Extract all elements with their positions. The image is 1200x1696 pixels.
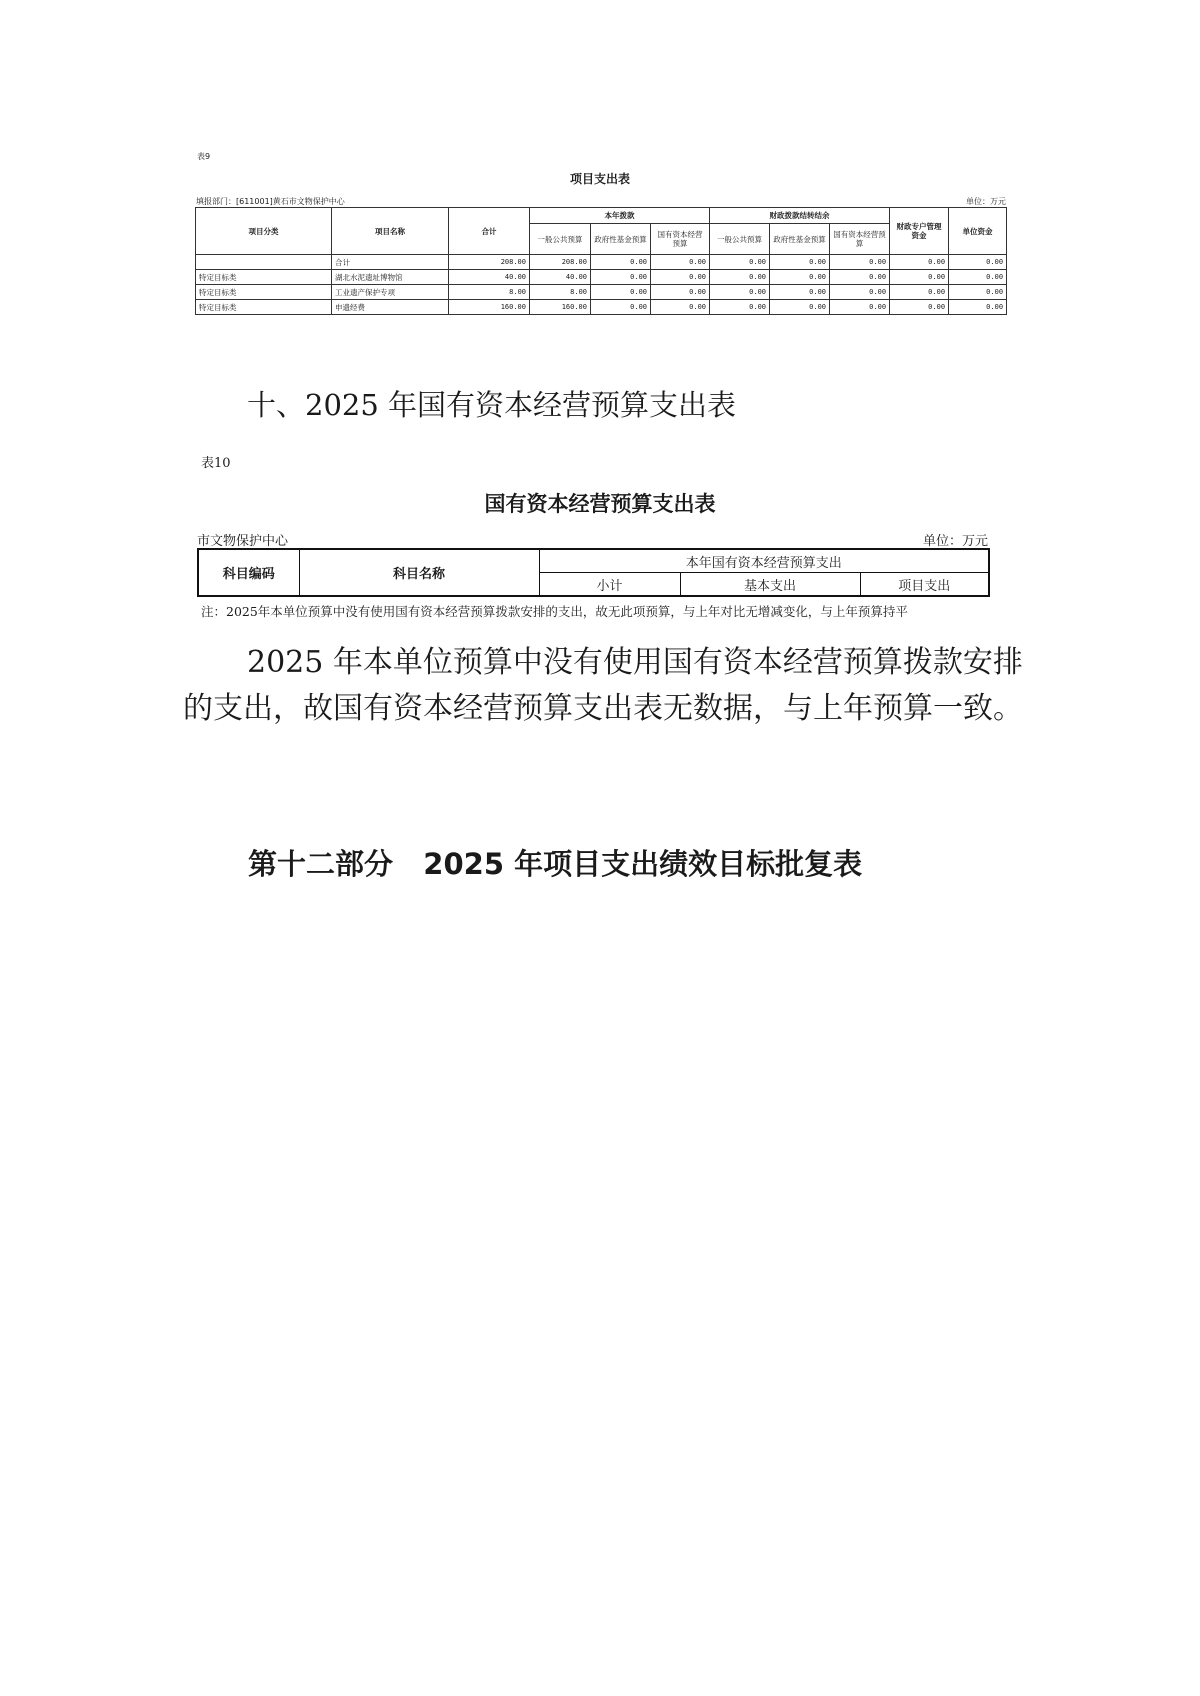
header-project: 项目支出 (860, 573, 989, 597)
cell-category (196, 255, 332, 270)
header-name: 项目名称 (332, 208, 449, 255)
cell-category: 特定目标类 (196, 285, 332, 300)
cell-value: 0.00 (949, 255, 1007, 270)
header-group: 本年国有资本经营预算支出 (539, 549, 989, 573)
table10-note: 注：2025年本单位预算中没有使用国有资本经营预算拨款安排的支出，故无此项预算，与上年对比无增减变化，与上年预算持平 (201, 604, 908, 619)
header-co-state-capital: 国有资本经营预算 (830, 224, 890, 255)
table9-label: 表9 (197, 152, 211, 161)
header-code: 科目编码 (198, 549, 299, 596)
cell-value: 8.00 (530, 285, 591, 300)
table-row (196, 285, 1007, 300)
table10-title: 国有资本经营预算支出表 (484, 492, 716, 516)
header-basic: 基本支出 (680, 573, 860, 597)
cell-value: 40.00 (530, 270, 591, 285)
cell-value: 208.00 (530, 255, 591, 270)
table-row (196, 255, 1007, 270)
cell-category: 特定目标类 (196, 300, 332, 315)
header-current-year: 本年拨款 (530, 208, 710, 224)
cell-value: 0.00 (770, 255, 830, 270)
cell-value: 160.00 (530, 300, 591, 315)
cell-value: 0.00 (830, 255, 890, 270)
cell-value: 0.00 (890, 300, 949, 315)
body-paragraph: 2025 年本单位预算中没有使用国有资本经营预算拨款安排的支出，故国有资本经营预算支出表无数据，与上年预算一致。 (183, 645, 1023, 726)
cell-value: 0.00 (651, 255, 710, 270)
state-capital-budget-table (197, 548, 990, 597)
cell-value: 0.00 (651, 285, 710, 300)
cell-value: 0.00 (710, 300, 770, 315)
cell-name: 合计 (332, 255, 449, 270)
table10-label: 表10 (201, 456, 231, 471)
cell-value: 0.00 (949, 285, 1007, 300)
cell-total: 40.00 (449, 270, 530, 285)
cell-value: 0.00 (651, 270, 710, 285)
cell-value: 0.00 (591, 300, 651, 315)
cell-value: 0.00 (770, 300, 830, 315)
table-row (196, 270, 1007, 285)
cell-value: 0.00 (710, 285, 770, 300)
header-category: 项目分类 (196, 208, 332, 255)
cell-value: 0.00 (591, 285, 651, 300)
cell-value: 0.00 (710, 255, 770, 270)
cell-total: 160.00 (449, 300, 530, 315)
header-co-general: 一般公共预算 (710, 224, 770, 255)
cell-name: 工业遗产保护专项 (332, 285, 449, 300)
header-cy-state-capital: 国有资本经营预算 (651, 224, 710, 255)
header-cy-general: 一般公共预算 (530, 224, 591, 255)
cell-value: 0.00 (890, 270, 949, 285)
table10-dept: 市文物保护中心 (197, 534, 289, 549)
cell-value: 0.00 (710, 270, 770, 285)
table9-title: 项目支出表 (569, 172, 630, 186)
cell-value: 0.00 (651, 300, 710, 315)
header-unit-fund: 单位资金 (949, 208, 1007, 255)
project-expenditure-table (195, 207, 1007, 315)
header-carryover: 财政拨款结转结余 (710, 208, 890, 224)
header-subtotal: 小计 (539, 573, 680, 597)
cell-value: 0.00 (770, 270, 830, 285)
cell-value: 0.00 (591, 255, 651, 270)
cell-value: 0.00 (830, 270, 890, 285)
cell-value: 0.00 (591, 270, 651, 285)
header-special-fund: 财政专户管理资金 (890, 208, 949, 255)
header-cy-gov-fund: 政府性基金预算 (591, 224, 651, 255)
cell-value: 0.00 (890, 285, 949, 300)
header-co-gov-fund: 政府性基金预算 (770, 224, 830, 255)
cell-value: 0.00 (949, 300, 1007, 315)
cell-total: 208.00 (449, 255, 530, 270)
header-total: 合计 (449, 208, 530, 255)
cell-value: 0.00 (830, 285, 890, 300)
cell-category: 特定目标类 (196, 270, 332, 285)
section-10-heading: 十、2025 年国有资本经营预算支出表 (247, 388, 737, 422)
table9-dept: 填报部门：[611001]黄石市文物保护中心 (196, 197, 345, 206)
part-12-heading: 第十二部分 2025 年项目支出绩效目标批复表 (248, 847, 863, 881)
table-row (196, 300, 1007, 315)
header-name: 科目名称 (299, 549, 539, 596)
cell-value: 0.00 (830, 300, 890, 315)
cell-value: 0.00 (890, 255, 949, 270)
table10-unit: 单位：万元 (922, 534, 988, 549)
cell-total: 8.00 (449, 285, 530, 300)
cell-name: 湖北水泥遗址博物馆 (332, 270, 449, 285)
cell-value: 0.00 (949, 270, 1007, 285)
table9-unit: 单位：万元 (966, 197, 1006, 206)
cell-name: 申遗经费 (332, 300, 449, 315)
cell-value: 0.00 (770, 285, 830, 300)
